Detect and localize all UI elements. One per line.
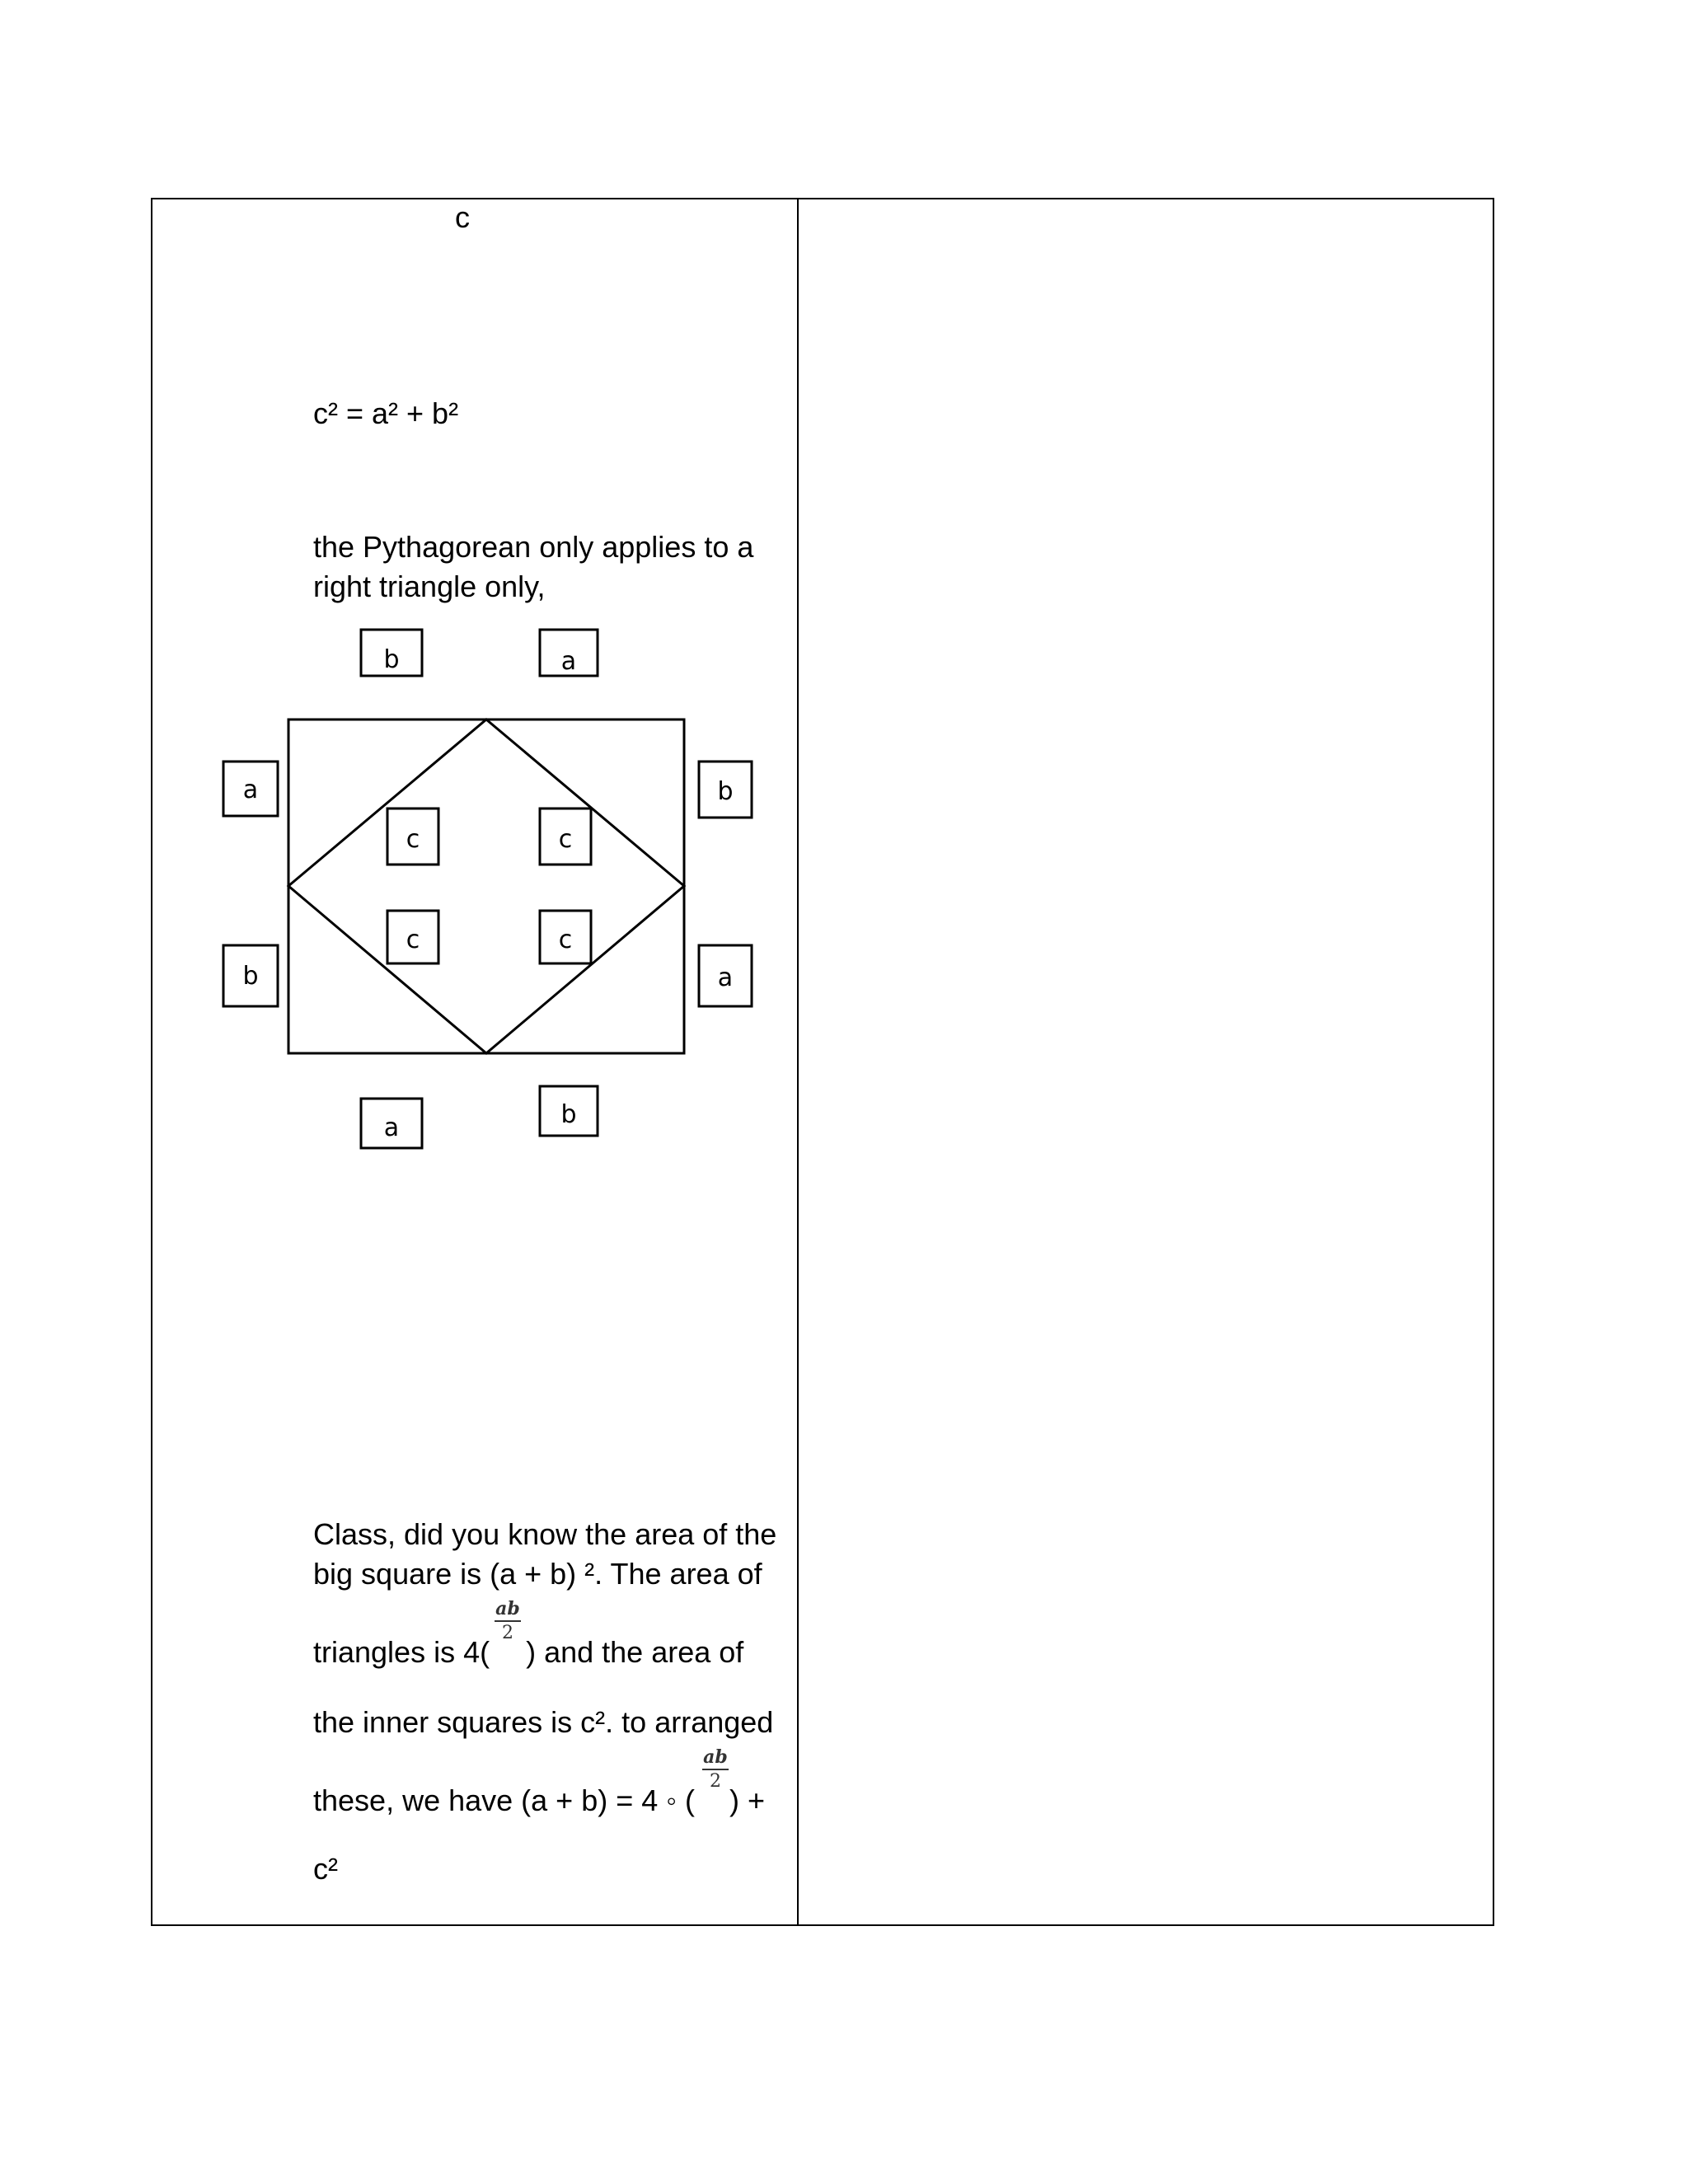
label-box-bottom-right [540, 1086, 598, 1136]
label-top-right: a [560, 647, 577, 676]
fraction-ab-over-2-first [491, 1599, 524, 1643]
label-box-inner-top-left [387, 808, 438, 865]
note-line-1: the Pythagorean only applies to a [313, 530, 754, 564]
inner-tilted-square [288, 719, 684, 1053]
fraction-ab-over-2-second [699, 1747, 732, 1792]
label-box-bottom-left [361, 1099, 422, 1148]
explanation-line-5-pre: these, we have (a + b) = 4 ◦ ( [313, 1783, 696, 1817]
explanation-line-2: big square is (a + b) ². The area of [313, 1557, 762, 1591]
label-box-right-upper [699, 762, 752, 818]
cell-top-label: c [455, 200, 470, 234]
outer-square [288, 719, 684, 1053]
label-right-upper: b [717, 777, 734, 806]
label-bottom-left: a [383, 1113, 400, 1142]
label-box-right-lower [699, 945, 752, 1006]
fraction-numerator-2: ab [703, 1746, 728, 1768]
fraction-denominator: 2 [502, 1623, 513, 1643]
explanation-line-3 [313, 1633, 743, 1672]
label-inner-bottom-right: c [558, 926, 573, 954]
explanation-line-5-post: ) + [729, 1783, 766, 1817]
label-top-left: b [383, 645, 400, 674]
label-box-inner-top-right [540, 808, 591, 865]
fraction-denominator-2: 2 [710, 1771, 721, 1792]
fraction-numerator: ab [495, 1598, 520, 1619]
explanation-line-1: Class, did you know the area of the [313, 1517, 777, 1551]
explanation-line-5 [313, 1781, 765, 1821]
label-left-upper: a [242, 776, 259, 804]
label-box-left-lower [223, 945, 278, 1006]
label-box-inner-bottom-right [540, 911, 591, 963]
pythagorean-formula: c² = a² + b² [313, 396, 459, 430]
explanation-line-6: c² [313, 1852, 338, 1886]
explanation-line-3-pre: triangles is 4( [313, 1635, 490, 1669]
label-box-top-right [540, 630, 598, 676]
explanation-line-3-post: ) and the area of [526, 1635, 744, 1669]
label-bottom-right: b [560, 1100, 577, 1129]
label-box-top-left [361, 630, 422, 676]
explanation-line-4: the inner squares is c². to arranged [313, 1705, 774, 1739]
label-box-inner-bottom-left [387, 911, 438, 963]
label-box-left-upper [223, 762, 278, 816]
note-line-2: right triangle only, [313, 569, 546, 603]
label-right-lower: a [717, 963, 734, 992]
label-inner-top-left: c [406, 825, 420, 854]
label-inner-bottom-left: c [406, 926, 420, 954]
label-left-lower: b [242, 962, 259, 991]
label-inner-top-right: c [558, 825, 573, 854]
